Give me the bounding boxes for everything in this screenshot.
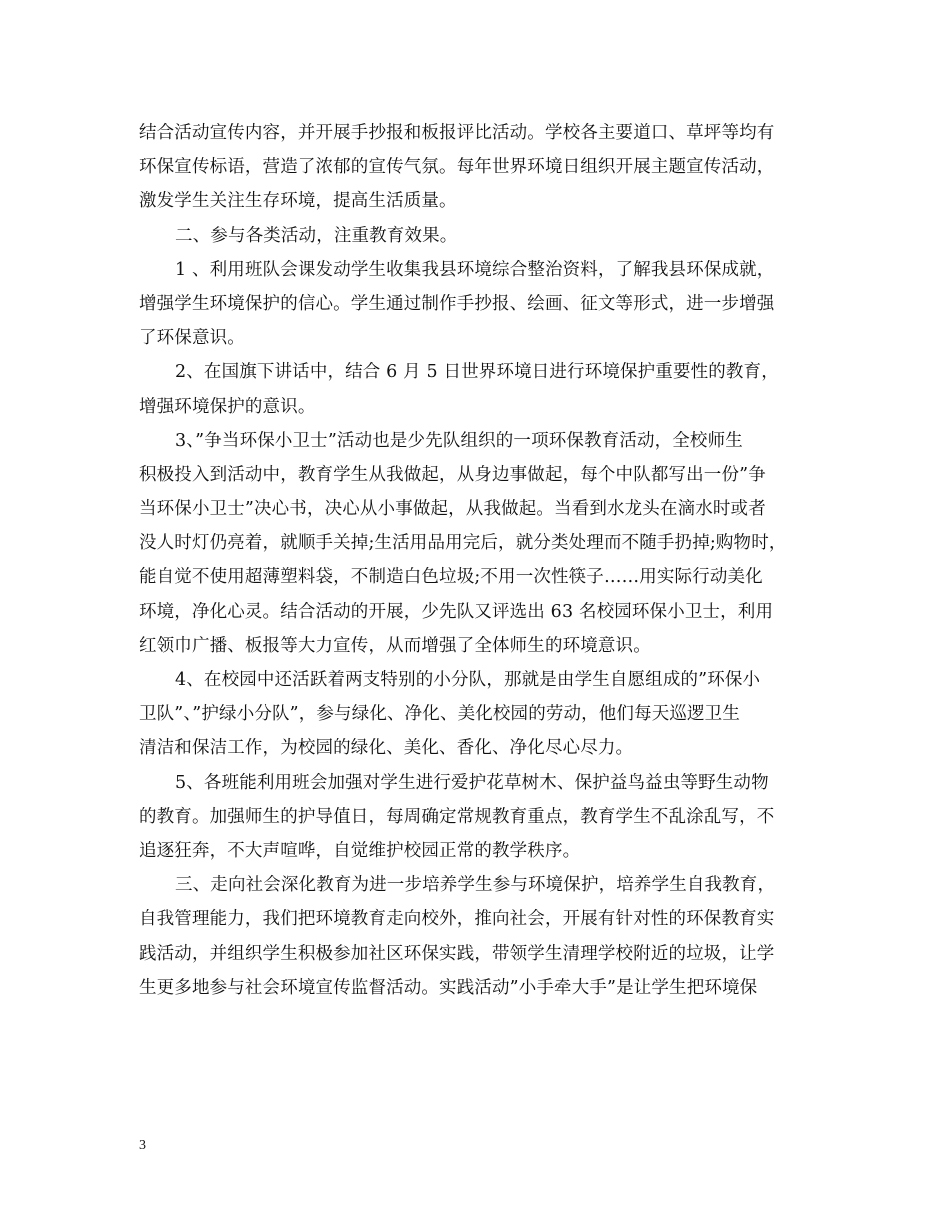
text-line: 结合活动宣传内容，并开展手抄报和板报评比活动。学校各主要道口、草坪等均有: [139, 123, 775, 143]
text-line: 2、在国旗下讲话中，结合 6 月 5 日世界环境日进行环境保护重要性的教育，: [175, 362, 779, 383]
text-line: 的教育。加强师生的护导值日，每周确定常规教育重点，教育学生不乱涂乱写，不: [139, 806, 775, 827]
text-line: 环境，净化心灵。结合活动的开展，少先队又评选出 63 名校园环保小卫士，利用: [139, 601, 774, 622]
text-line: 追逐狂奔，不大声喧哗，自觉维护校园正常的教学秩序。: [139, 840, 581, 861]
text-line: 增强学生环境保护的信心。学生通过制作手抄报、绘画、征文等形式，进一步增强: [139, 293, 775, 314]
text-line: 3、”争当环保小卫士”活动也是少先队组织的一项环保教育活动，全校师生: [175, 430, 743, 451]
text-line: 红领巾广播、板报等大力宣传，从而增强了全体师生的环境意识。: [139, 635, 651, 656]
text-line: 清洁和保洁工作，为校园的绿化、美化、香化、净化尽心尽力。: [139, 738, 634, 759]
text-line: 环保宣传标语，营造了浓郁的宣传气氛。每年世界环境日组织开展主题宣传活动，: [139, 157, 775, 178]
text-line: 5、各班能利用班会加强对学生进行爱护花草树木、保护益鸟益虫等野生动物: [175, 772, 769, 793]
text-line: 没人时灯仍亮着，就顺手关掉;生活用品用完后，就分类处理而不随手扔掉;购物时，: [139, 533, 787, 554]
text-line: 积极投入到活动中，教育学生从我做起，从身边事做起，每个中队都写出一份”争: [139, 464, 766, 485]
page-number: 3: [139, 1138, 146, 1153]
text-line: 1 、利用班队会课发动学生收集我县环境综合整治资料，了解我县环保成就，: [175, 259, 775, 280]
text-line: 增强环境保护的意识。: [139, 396, 316, 417]
text-line: 4、在校园中还活跃着两支特别的小分队，那就是由学生自愿组成的”环保小: [175, 670, 761, 690]
section-heading: 二、参与各类活动，注重教育效果。: [175, 225, 458, 246]
document-body: [139, 116, 839, 1005]
text-line: 生更多地参与社会环境宣传监督活动。实践活动”小手牵大手”是让学生把环境保: [139, 977, 758, 998]
text-line: 了环保意识。: [139, 328, 245, 349]
section-heading: 三、走向社会深化教育为进一步培养学生参与环境保护，培养学生自我教育，: [175, 875, 776, 896]
text-line: 践活动，并组织学生积极参加社区环保实践，带领学生清理学校附近的垃圾，让学: [139, 943, 775, 964]
text-line: 当环保小卫士”决心书，决心从小事做起，从我做起。当看到水龙头在滴水时或者: [139, 499, 766, 520]
text-line: 自我管理能力，我们把环境教育走向校外，推向社会，开展有针对性的环保教育实: [139, 909, 775, 930]
text-line: 卫队”、”护绿小分队”，参与绿化、净化、美化校园的劳动，他们每天巡逻卫生: [139, 704, 740, 725]
text-line: 激发学生关注生存环境，提高生活质量。: [139, 191, 457, 212]
text-line: 能自觉不使用超薄塑料袋，不制造白色垃圾;不用一次性筷子……用实际行动美化: [139, 567, 763, 588]
